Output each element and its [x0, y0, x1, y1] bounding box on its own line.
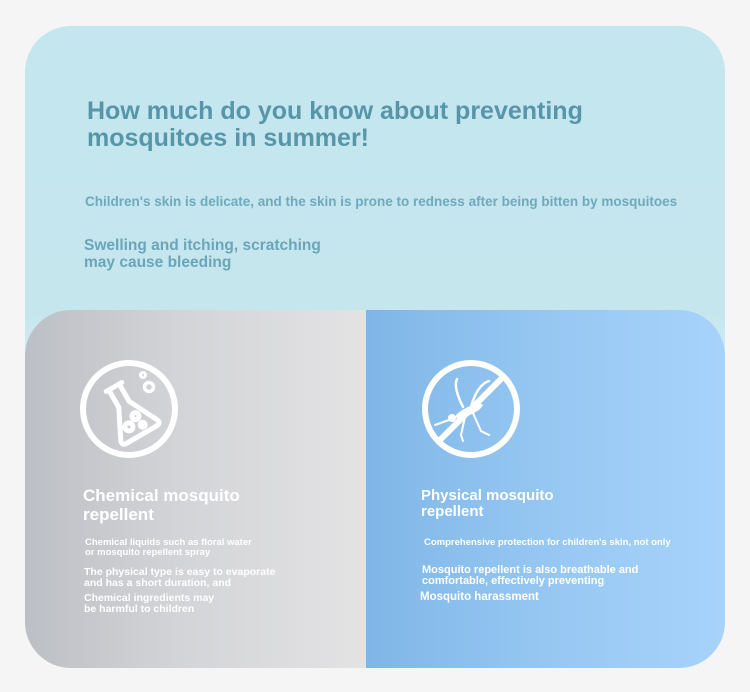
- physical-line-1: Comprehensive protection for children's skin, not only: [424, 537, 671, 548]
- chemical-repellent-panel: [25, 310, 366, 668]
- subtitle-text: Swelling and itching, scratching may cause bleeding: [84, 237, 321, 271]
- intro-text: Children's skin is delicate, and the skin is prone to redness after being bitten by mosquitoes: [85, 194, 678, 209]
- physical-repellent-panel: [366, 310, 725, 668]
- chemical-line-3: Chemical ingredients may be harmful to children: [84, 592, 215, 615]
- physical-line-2: Mosquito repellent is also breathable and comfortable, effectively preventing: [422, 564, 639, 587]
- physical-repellent-title: Physical mosquito repellent: [421, 487, 554, 520]
- page-title: How much do you know about preventing mosquitoes in summer!: [87, 97, 583, 152]
- flask-icon: [77, 357, 181, 461]
- chemical-line-2: The physical type is easy to evaporate and has a short duration, and: [84, 566, 276, 589]
- physical-line-3: Mosquito harassment: [420, 591, 539, 603]
- chemical-repellent-title: Chemical mosquito repellent: [83, 486, 240, 524]
- info-card: [25, 26, 725, 668]
- no-mosquito-icon: [419, 357, 523, 461]
- chemical-line-1: Chemical liquids such as floral water or mosquito repellent spray: [85, 537, 252, 558]
